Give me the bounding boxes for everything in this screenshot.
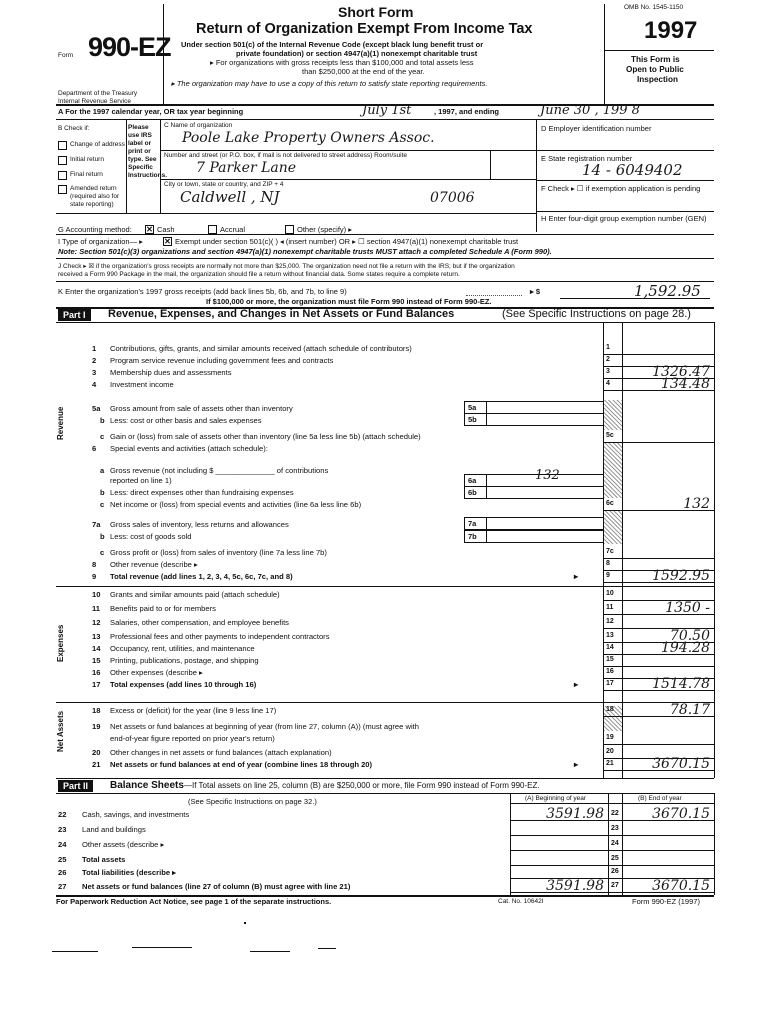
column-line-number: 19 xyxy=(606,734,614,741)
input-7b[interactable] xyxy=(486,530,604,543)
part-1-title: Revenue, Expenses, and Changes in Net Assets or Fund Balances xyxy=(108,308,455,320)
city-label: City or town, state or country, and ZIP + 4 xyxy=(164,181,284,188)
line-number: 26 xyxy=(58,868,67,877)
box-7b-text: 7b xyxy=(468,532,477,541)
change-of-address-checkbox[interactable] xyxy=(58,141,67,150)
part-1-see: (See Specific Instructions on page 28.) xyxy=(502,308,691,320)
line-text: Gross amount from sale of assets other than inventory xyxy=(110,404,293,413)
city-state[interactable]: Caldwell , NJ xyxy=(180,188,280,206)
box-7b-label xyxy=(464,530,488,543)
line-text: Gross revenue (not including $ ______________ of contributions xyxy=(110,466,329,475)
arrow-icon: ▸ xyxy=(574,572,579,581)
line-number: b xyxy=(100,532,105,541)
box-5a-text: 5a xyxy=(468,403,477,412)
amount-cell[interactable]: 3670.15 xyxy=(652,756,710,772)
line-number: 10 xyxy=(92,590,101,599)
title-main: Return of Organization Exempt From Income Tax xyxy=(196,21,533,37)
line-number: 9 xyxy=(92,572,97,581)
accrual-label: Accrual xyxy=(220,225,246,234)
part-2-title-rest: —If Total assets on line 25, column (B) are $250,000 or more, file Form 990 instead of Form 990-EZ. xyxy=(184,781,540,790)
org-name[interactable]: Poole Lake Property Owners Assoc. xyxy=(182,130,435,146)
box-6b-label xyxy=(464,486,488,499)
scan-mark xyxy=(52,951,98,952)
column-line-number: 27 xyxy=(611,882,619,889)
amount-cell[interactable]: 1326.47 xyxy=(652,364,710,380)
irs-label-note: Please use IRS label or print or type. See Specific Instructions. xyxy=(128,124,168,179)
part-1-tag: Part I xyxy=(58,309,91,321)
line-text: Other expenses (describe ▸ xyxy=(110,668,203,677)
arrow-icon: ▸ xyxy=(574,760,579,769)
footer-form-id: Form 990-EZ (1997) xyxy=(632,897,700,906)
check-if-label: B Check if: xyxy=(58,125,90,132)
box-7a-text: 7a xyxy=(468,519,477,528)
cash-label: Cash xyxy=(157,225,175,234)
line-text: Excess or (deficit) for the year (line 9 less line 17) xyxy=(110,706,277,715)
line-number: 2 xyxy=(92,356,97,365)
line-text: Program service revenue including government fees and contracts xyxy=(110,356,334,365)
line-number: c xyxy=(100,432,105,441)
line-text: Gain or (loss) from sale of assets other than inventory (line 5a less line 5b) (attach schedule) xyxy=(110,432,421,441)
final-return-checkbox[interactable] xyxy=(58,171,67,180)
line-number: 12 xyxy=(92,618,101,627)
dept-treasury: Department of the Treasury xyxy=(58,90,138,97)
amended-return-label: Amended return (required also for state reporting) xyxy=(70,185,120,208)
form-word: Form xyxy=(58,52,74,59)
amount-cell[interactable]: 132 xyxy=(683,496,710,512)
omb-number: OMB No. 1545-1150 xyxy=(624,4,684,11)
line-text: Gross profit or (loss) from sales of inventory (line 7a less line 7b) xyxy=(110,548,327,557)
column-line-number: 22 xyxy=(611,810,619,817)
open-line-3: Inspection xyxy=(637,75,678,84)
row-k-arrow: ▸ $ xyxy=(530,287,541,296)
line-number: 27 xyxy=(58,882,67,891)
row-a-label: A For the 1997 calendar year, OR tax year beginning xyxy=(58,107,244,116)
state-reg-number[interactable]: 14 - 6049402 xyxy=(582,161,683,179)
accounting-method-label: G Accounting method: xyxy=(58,225,132,234)
line-text: end-of-year figure reported on prior year's return) xyxy=(110,734,275,743)
dept-irs: Internal Revenue Service xyxy=(58,98,131,105)
line-number: 20 xyxy=(92,748,101,757)
box-5b-label xyxy=(464,413,488,426)
line-text: Less: cost of goods sold xyxy=(110,532,192,541)
final-return-label: Final return xyxy=(70,171,103,178)
line-number: 23 xyxy=(58,825,67,834)
line-text: Grants and similar amounts paid (attach schedule) xyxy=(110,590,280,599)
line-number: 14 xyxy=(92,644,101,653)
exemption-pending-label: F Check ▸ ☐ if exemption application is pending xyxy=(541,184,701,193)
column-line-number: 21 xyxy=(606,760,614,767)
row-k-label: K Enter the organization's 1997 gross receipts (add back lines 5b, 6b, and 7b, to line 9) xyxy=(58,287,347,296)
box-6a-text: 6a xyxy=(468,476,477,485)
line-text: Net assets or fund balances at end of year (combine lines 18 through 20) xyxy=(110,760,373,769)
amended-return-checkbox[interactable] xyxy=(58,185,67,194)
amount-cell[interactable]: 194.28 xyxy=(661,640,710,656)
amount-cell[interactable]: 134.48 xyxy=(661,376,710,392)
side-label-net-assets: Net Assets xyxy=(56,710,65,752)
line-number: 18 xyxy=(92,706,101,715)
amount-cell[interactable]: 78.17 xyxy=(669,702,710,718)
column-line-number: 15 xyxy=(606,656,614,663)
box-6b-text: 6b xyxy=(468,488,477,497)
subtitle-5: ▸ The organization may have to use a copy of this return to satisfy state reporting requirements. xyxy=(171,79,488,88)
footer-paperwork: For Paperwork Reduction Act Notice, see page 1 of the separate instructions. xyxy=(56,897,332,906)
input-7a[interactable] xyxy=(486,517,604,530)
line-text: Net assets or fund balances at beginning of year (from line 27, column (A)) (must agree with xyxy=(110,722,419,731)
column-line-number: 11 xyxy=(606,604,614,611)
open-line-1: This Form is xyxy=(631,55,680,64)
line-text: Less: direct expenses other than fundraising expenses xyxy=(110,488,294,497)
part-2-tag: Part II xyxy=(58,780,93,792)
zip-code[interactable]: 07006 xyxy=(430,190,475,206)
line-text: Contributions, gifts, grants, and similar amounts received (attach schedule of contributors) xyxy=(110,344,412,353)
line-number: 6 xyxy=(92,444,97,453)
part-2-see: (See Specific Instructions on page 32.) xyxy=(188,797,317,806)
column-line-number: 14 xyxy=(606,644,614,651)
change-of-address-label: Change of address xyxy=(70,141,125,148)
column-line-number: 5c xyxy=(606,432,614,439)
column-line-number: 16 xyxy=(606,668,614,675)
arrow-icon: ▸ xyxy=(574,680,579,689)
tax-year-end[interactable]: June 30 , 199 8 xyxy=(540,103,640,118)
line-number: 25 xyxy=(58,855,67,864)
line-number: 22 xyxy=(58,810,67,819)
line-number: 3 xyxy=(92,368,97,377)
subtitle-3: ▸ For organizations with gross receipts less than $100,000 and total assets less xyxy=(210,58,474,67)
ein-label: D Employer identification number xyxy=(541,124,652,133)
line-text: Printing, publications, postage, and shipping xyxy=(110,656,259,665)
cash-checkbox[interactable]: ✕ xyxy=(146,225,153,234)
line-number: b xyxy=(100,488,105,497)
line-number: 24 xyxy=(58,840,67,849)
line-text: Total expenses (add lines 10 through 16) xyxy=(110,680,257,689)
tax-year-begin[interactable]: July 1st xyxy=(362,103,412,118)
title-short: Short Form xyxy=(338,4,414,20)
col-a-header: (A) Beginning of year xyxy=(525,795,587,802)
column-line-number: 18 xyxy=(606,706,614,713)
part-2-title: Balance Sheets xyxy=(110,780,184,791)
balance-line-text: Total liabilities (describe ▸ xyxy=(82,868,176,877)
schedule-a-note: Note: Section 501(c)(3) organizations and section 4947(a)(1) nonexempt charitable trusts MUST attach a completed Schedule A (Form 990). xyxy=(58,247,552,256)
accrual-checkbox[interactable] xyxy=(208,225,217,234)
amount-cell[interactable]: 1514.78 xyxy=(652,676,710,692)
line-number: 4 xyxy=(92,380,97,389)
balance-line-text: Land and buildings xyxy=(82,825,146,834)
scan-mark xyxy=(318,948,336,949)
gen-label: H Enter four-digit group exemption number (GEN) xyxy=(541,214,707,223)
balance-line-text: Cash, savings, and investments xyxy=(82,810,190,819)
column-line-number: 26 xyxy=(611,868,619,875)
street-label: Number and street (or P.O. box, if mail is not delivered to street address) Room/suite xyxy=(164,152,408,159)
column-line-number: 17 xyxy=(606,680,614,687)
line-number: 11 xyxy=(92,604,101,613)
balance-line-text: Total assets xyxy=(82,855,126,864)
row-k-note: If $100,000 or more, the organization must file Form 990 instead of Form 990-EZ. xyxy=(206,297,492,306)
gross-receipts[interactable]: 1,592.95 xyxy=(634,282,701,300)
amount-cell[interactable]: 1350 - xyxy=(665,600,710,616)
state-reg-label: E State registration number xyxy=(541,154,633,163)
amount-cell[interactable]: 1592.95 xyxy=(652,568,710,584)
line-number: 15 xyxy=(92,656,101,665)
balance-line-text: Other assets (describe ▸ xyxy=(82,840,165,849)
exempt-501c-checkbox[interactable]: ✕ xyxy=(164,237,171,246)
column-line-number: 23 xyxy=(611,825,619,832)
street-address[interactable]: 7 Parker Lane xyxy=(196,160,297,176)
input-5b[interactable] xyxy=(486,413,604,426)
beginning-of-year-amount[interactable]: 3591.98 xyxy=(546,806,604,822)
line-number: 5a xyxy=(92,404,101,413)
shaded-cell xyxy=(604,400,622,430)
line-number: 13 xyxy=(92,632,101,641)
value-6a: 132 xyxy=(535,468,560,483)
subtitle-1: Under section 501(c) of the Internal Revenue Code (except black lung benefit trust or xyxy=(181,40,484,49)
line-number: 8 xyxy=(92,560,97,569)
line-number: a xyxy=(100,466,105,475)
line-text: Salaries, other compensation, and employee benefits xyxy=(110,618,289,627)
line-text: Total revenue (add lines 1, 2, 3, 4, 5c, 6c, 7c, and 8) xyxy=(110,572,293,581)
balance-line-text: Net assets or fund balances (line 27 of column (B) must agree with line 21) xyxy=(82,882,351,891)
subtitle-4: than $250,000 at the end of the year. xyxy=(302,67,425,76)
org-type-label: I Type of organization— ▸ xyxy=(58,237,143,246)
column-line-number: 24 xyxy=(611,840,619,847)
shaded-cell xyxy=(604,442,622,498)
open-line-2: Open to Public xyxy=(626,65,684,74)
shaded-cell xyxy=(604,511,622,544)
column-line-number: 3 xyxy=(606,368,610,375)
column-line-number: 7c xyxy=(606,548,614,555)
line-text: Special events and activities (attach schedule): xyxy=(110,444,268,453)
scan-mark xyxy=(250,951,290,952)
tax-year: 1997 xyxy=(644,17,698,44)
column-line-number: 1 xyxy=(606,344,610,351)
row-j-line-2: received a Form 990 Package in the mail, the organization should file a return without financial data. Some states require a complete return. xyxy=(58,271,460,278)
amount-cell[interactable]: 70.50 xyxy=(669,628,710,644)
line-number: 21 xyxy=(92,760,101,769)
line-text: Professional fees and other payments to independent contractors xyxy=(110,632,330,641)
row-j-line-1: J Check ▸ ☒ if the organization's gross receipts are normally not more than $25,000. The organization need not file a return with the IRS; but if the organization xyxy=(58,263,515,270)
line-number: c xyxy=(100,548,105,557)
form-number: 990-EZ xyxy=(88,32,171,62)
column-line-number: 13 xyxy=(606,632,614,639)
end-of-year-amount[interactable]: 3670.15 xyxy=(652,878,710,894)
column-line-number: 8 xyxy=(606,560,610,567)
line-text: Other revenue (describe ▸ xyxy=(110,560,198,569)
line-text: Occupancy, rent, utilities, and maintenance xyxy=(110,644,255,653)
column-line-number: 12 xyxy=(606,618,614,625)
side-label-expenses: Expenses xyxy=(56,624,65,662)
scan-dot xyxy=(244,922,246,924)
org-type-text: Exempt under section 501(c)( ) ◂ (insert number) OR ▸ ☐ section 4947(a)(1) nonexempt charitable trust xyxy=(175,237,519,246)
line-text: reported on line 1) xyxy=(110,476,172,485)
initial-return-label: Initial return xyxy=(70,156,104,163)
line-text: Less: cost or other basis and sales expenses xyxy=(110,416,262,425)
line-number: 7a xyxy=(92,520,101,529)
column-line-number: 2 xyxy=(606,356,610,363)
line-number: 16 xyxy=(92,668,101,677)
line-text: Net income or (loss) from special events and activities (line 6a less line 6b) xyxy=(110,500,362,509)
column-line-number: 9 xyxy=(606,572,610,579)
column-line-number: 6c xyxy=(606,500,614,507)
other-method-label: Other (specify) ▸ xyxy=(297,225,353,234)
input-6b[interactable] xyxy=(486,486,604,499)
box-7a-label xyxy=(464,517,488,530)
line-number: c xyxy=(100,500,105,509)
initial-return-checkbox[interactable] xyxy=(58,156,67,165)
line-number: 1 xyxy=(92,344,97,353)
line-text: Investment income xyxy=(110,380,174,389)
end-of-year-amount[interactable]: 3670.15 xyxy=(652,806,710,822)
col-b-header: (B) End of year xyxy=(638,795,682,802)
line-number: 19 xyxy=(92,722,101,731)
line-text: Benefits paid to or for members xyxy=(110,604,216,613)
subtitle-2: private foundation) or section 4947(a)(1) nonexempt charitable trust xyxy=(236,49,478,58)
row-a-mid: , 1997, and ending xyxy=(434,107,500,116)
line-number: b xyxy=(100,416,105,425)
column-line-number: 10 xyxy=(606,590,614,597)
line-text: Other changes in net assets or fund balances (attach explanation) xyxy=(110,748,332,757)
column-line-number: 4 xyxy=(606,380,610,387)
side-label-revenue: Revenue xyxy=(56,406,65,440)
column-line-number: 25 xyxy=(611,855,619,862)
beginning-of-year-amount[interactable]: 3591.98 xyxy=(546,878,604,894)
org-name-label: C Name of organization xyxy=(164,122,233,129)
line-number: 17 xyxy=(92,680,101,689)
column-line-number: 20 xyxy=(606,748,614,755)
other-method-checkbox[interactable] xyxy=(285,225,294,234)
footer-cat-no: Cat. No. 10642I xyxy=(498,898,544,905)
line-text: Gross sales of inventory, less returns and allowances xyxy=(110,520,289,529)
scan-mark xyxy=(132,947,192,948)
box-5b-text: 5b xyxy=(468,415,477,424)
line-text: Membership dues and assessments xyxy=(110,368,232,377)
